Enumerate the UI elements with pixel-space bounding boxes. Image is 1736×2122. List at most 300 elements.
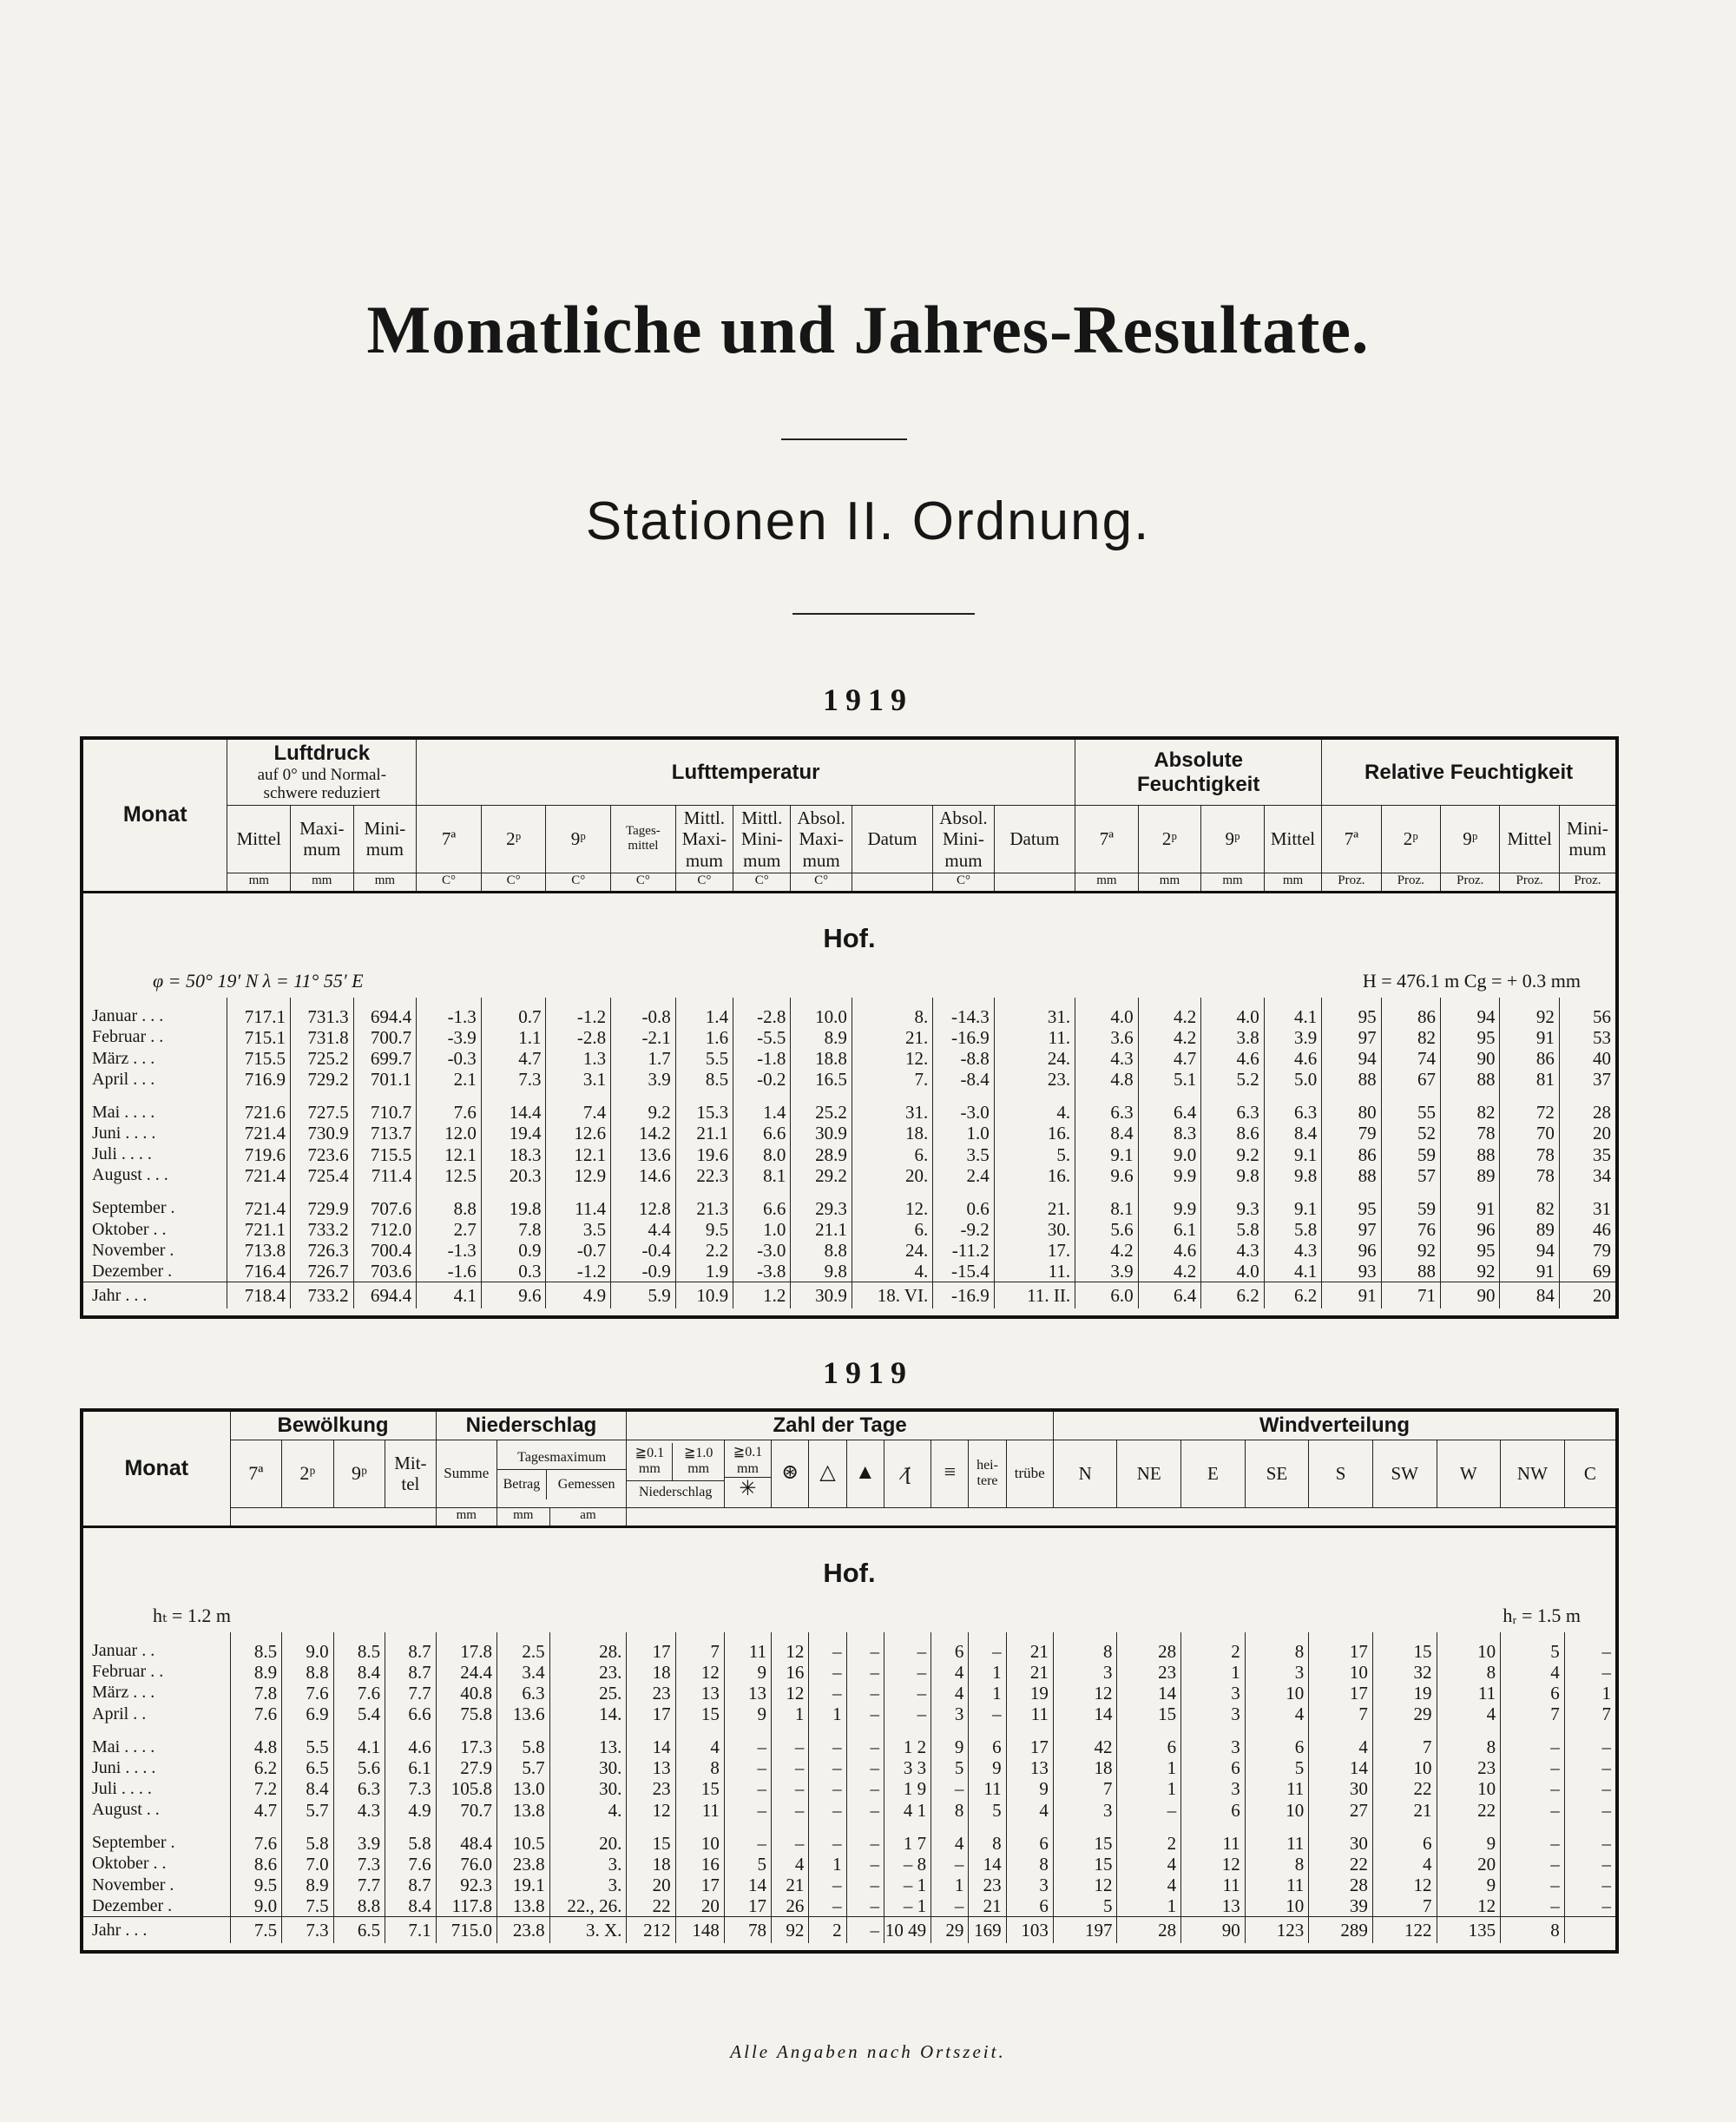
cell: – xyxy=(809,1875,846,1895)
table1-year: 1919 xyxy=(823,682,913,717)
cell: 23. xyxy=(994,1069,1075,1090)
cell: 91 xyxy=(1322,1282,1381,1309)
cell: -11.2 xyxy=(933,1240,995,1261)
station-coords: φ = 50° 19′ N λ = 11° 55′ E xyxy=(153,970,364,992)
unit xyxy=(852,873,932,892)
cell: 9.8 xyxy=(791,1261,852,1282)
cell: 14 xyxy=(969,1854,1006,1875)
cell: 4.8 xyxy=(1075,1069,1139,1090)
month-label: Mai . . . . xyxy=(82,1090,227,1123)
cell: 8.7 xyxy=(385,1662,436,1683)
group-absolute-feuchtigkeit xyxy=(1075,738,1322,806)
cell: -15.4 xyxy=(933,1261,995,1282)
cell: 5.6 xyxy=(333,1757,385,1778)
cell: 10.5 xyxy=(496,1821,549,1854)
cell: 88 xyxy=(1322,1165,1381,1186)
cell: 7.6 xyxy=(417,1090,482,1123)
cell: 86 xyxy=(1381,998,1440,1027)
group-lufttemperatur: Lufttemperatur xyxy=(417,738,1075,806)
cell: 40 xyxy=(1559,1048,1617,1069)
cell: 21.1 xyxy=(791,1219,852,1240)
unit: mm xyxy=(1201,873,1265,892)
cell: 3.9 xyxy=(1075,1261,1139,1282)
cell: 4. xyxy=(994,1090,1075,1123)
cell: 11 xyxy=(1006,1704,1053,1724)
cell: 7.3 xyxy=(333,1854,385,1875)
cell: -16.9 xyxy=(933,1282,995,1309)
cell: 97 xyxy=(1322,1027,1381,1048)
cell: 94 xyxy=(1500,1240,1559,1261)
cell: 3 xyxy=(1181,1778,1246,1799)
cell: 5 xyxy=(724,1854,771,1875)
cell: 13. xyxy=(549,1724,627,1757)
cell: 135 xyxy=(1437,1917,1501,1944)
cell: 21 xyxy=(1006,1662,1053,1683)
cell: 4 xyxy=(1501,1662,1565,1683)
cell: – xyxy=(931,1854,969,1875)
cell: – xyxy=(1501,1800,1565,1821)
cell: 723.6 xyxy=(291,1144,354,1165)
cell: 17.3 xyxy=(436,1724,496,1757)
cell: 1.1 xyxy=(481,1027,546,1048)
cell: 11 xyxy=(1245,1821,1309,1854)
cell: 1 xyxy=(809,1854,846,1875)
col-header: Maxi-mum xyxy=(291,806,354,873)
cell: – xyxy=(809,1821,846,1854)
cell: – xyxy=(1564,1875,1617,1895)
cell: -1.8 xyxy=(733,1048,791,1069)
cell: 13 xyxy=(1006,1757,1053,1778)
unit: mm xyxy=(1264,873,1321,892)
cell: 91 xyxy=(1500,1261,1559,1282)
cell: 707.6 xyxy=(353,1186,417,1219)
cell: 6 xyxy=(1006,1895,1053,1917)
cell: 8.4 xyxy=(385,1895,436,1917)
cell: 5.8 xyxy=(385,1821,436,1854)
cell: 729.9 xyxy=(291,1186,354,1219)
cell: – xyxy=(772,1800,809,1821)
footer-note: Alle Angaben nach Ortszeit. xyxy=(730,2041,1006,2062)
cell: 6.3 xyxy=(1075,1090,1139,1123)
unit: C° xyxy=(417,873,482,892)
col-header: 7ª xyxy=(230,1440,282,1507)
cell: 13 xyxy=(1181,1895,1246,1917)
cell: 70 xyxy=(1500,1123,1559,1143)
cell: 86 xyxy=(1500,1048,1559,1069)
cell: 4 xyxy=(931,1683,969,1704)
cell: 8.0 xyxy=(733,1144,791,1165)
cell: 14.4 xyxy=(481,1090,546,1123)
cell: 1 xyxy=(1117,1778,1181,1799)
cell: 94 xyxy=(1441,998,1500,1027)
cell: 4 xyxy=(675,1724,724,1757)
cell: 89 xyxy=(1500,1219,1559,1240)
month-label: Oktober . . xyxy=(82,1219,227,1240)
cell: 4. xyxy=(549,1800,627,1821)
cell: 30 xyxy=(1309,1778,1373,1799)
cell: 29 xyxy=(1372,1704,1437,1724)
cell: 35 xyxy=(1559,1144,1617,1165)
cell: 23 xyxy=(627,1683,675,1704)
cell: 5 xyxy=(1245,1757,1309,1778)
unit: Proz. xyxy=(1559,873,1617,892)
cell: 105.8 xyxy=(436,1778,496,1799)
cell: 12.0 xyxy=(417,1123,482,1143)
cell: 9 xyxy=(969,1757,1006,1778)
cell: – xyxy=(969,1704,1006,1724)
cell: 28. xyxy=(549,1632,627,1662)
cell: 1.2 xyxy=(733,1282,791,1309)
cell: 21. xyxy=(852,1027,932,1048)
cell: 713.7 xyxy=(353,1123,417,1143)
cell: 726.3 xyxy=(291,1240,354,1261)
cell: 4.3 xyxy=(333,1800,385,1821)
col-header: Mini-mum xyxy=(353,806,417,873)
cell: 4 xyxy=(1006,1800,1053,1821)
cell: -1.6 xyxy=(417,1261,482,1282)
cell xyxy=(1564,1917,1617,1944)
cell: -2.8 xyxy=(546,1027,611,1048)
cell: 29.2 xyxy=(791,1165,852,1186)
unit xyxy=(627,1507,1617,1526)
col-header xyxy=(724,1440,771,1507)
col-header: Absol. Mini-mum xyxy=(933,806,995,873)
cell: 40.8 xyxy=(436,1683,496,1704)
cell: -9.2 xyxy=(933,1219,995,1240)
cell: 7.2 xyxy=(230,1778,282,1799)
cell: 4.1 xyxy=(1264,998,1321,1027)
cell: 169 xyxy=(969,1917,1006,1944)
cell: 8.4 xyxy=(1264,1123,1321,1143)
niederschlag-sub-label: Niederschlag xyxy=(627,1480,724,1504)
cell: 6 xyxy=(1117,1724,1181,1757)
cell: 2.1 xyxy=(417,1069,482,1090)
col-header: Tages-mittel xyxy=(611,806,676,873)
cell: 8.5 xyxy=(230,1632,282,1662)
month-label: Februar . . xyxy=(82,1027,227,1048)
cell: 79 xyxy=(1559,1240,1617,1261)
cell: 8.5 xyxy=(333,1632,385,1662)
unit: C° xyxy=(675,873,733,892)
cell: – xyxy=(846,1821,884,1854)
cell: 30. xyxy=(994,1219,1075,1240)
cell: 289 xyxy=(1309,1917,1373,1944)
col-header: 2ᵖ xyxy=(1381,806,1440,873)
cell: 48.4 xyxy=(436,1821,496,1854)
unit: C° xyxy=(481,873,546,892)
cell: 729.2 xyxy=(291,1069,354,1090)
cell: 7.7 xyxy=(333,1875,385,1895)
cell: 4 xyxy=(772,1854,809,1875)
cell: 19.1 xyxy=(496,1875,549,1895)
cell: 18 xyxy=(1053,1757,1117,1778)
cell: 7.6 xyxy=(230,1821,282,1854)
cell: 5 xyxy=(931,1757,969,1778)
cell: 30.9 xyxy=(791,1123,852,1143)
col-header: Mittel xyxy=(1500,806,1559,873)
cell: 1 xyxy=(1117,1895,1181,1917)
fog-icon: ≡ xyxy=(931,1440,969,1507)
cell: – xyxy=(809,1683,846,1704)
cell: 0.9 xyxy=(481,1240,546,1261)
cell: 4.6 xyxy=(1264,1048,1321,1069)
cell: 18. xyxy=(852,1123,932,1143)
cell: 32 xyxy=(1372,1662,1437,1683)
cell: – xyxy=(772,1724,809,1757)
month-label: Januar . . . xyxy=(82,998,227,1027)
unit: C° xyxy=(733,873,791,892)
cell: 15 xyxy=(675,1704,724,1724)
cell: 721.4 xyxy=(227,1123,291,1143)
cell: – xyxy=(809,1757,846,1778)
cell: 95 xyxy=(1322,998,1381,1027)
cell: – 1 xyxy=(884,1875,930,1895)
cell: 34 xyxy=(1559,1165,1617,1186)
cell: 17 xyxy=(724,1895,771,1917)
cell: – xyxy=(846,1917,884,1944)
cell: – xyxy=(969,1632,1006,1662)
cell: 24. xyxy=(852,1240,932,1261)
cell: 7 xyxy=(1309,1704,1373,1724)
table-row-jahr xyxy=(82,1917,1617,1944)
month-label: August . . . xyxy=(82,1165,227,1186)
cell: – xyxy=(809,1632,846,1662)
cell: 8 xyxy=(1245,1632,1309,1662)
cell: 9.5 xyxy=(230,1875,282,1895)
cell: 80 xyxy=(1322,1090,1381,1123)
cell: 1 9 xyxy=(884,1778,930,1799)
cell: 13.0 xyxy=(496,1778,549,1799)
cell: 23 xyxy=(969,1875,1006,1895)
col-header: 9ᵖ xyxy=(1441,806,1500,873)
cell: 21.3 xyxy=(675,1186,733,1219)
cell: – xyxy=(846,1662,884,1683)
group-windverteilung: Windverteilung xyxy=(1053,1410,1617,1440)
cell: 2 xyxy=(809,1917,846,1944)
table-row xyxy=(82,1683,1617,1704)
cell: 23 xyxy=(627,1778,675,1799)
cell: 12.1 xyxy=(417,1144,482,1165)
cell: 7.6 xyxy=(385,1854,436,1875)
cell: -3.0 xyxy=(933,1090,995,1123)
luftdruck-sub2: schwere reduziert xyxy=(263,784,381,803)
month-label: Juli . . . . xyxy=(82,1144,227,1165)
cell: 3 xyxy=(1181,1683,1246,1704)
cell: 19.4 xyxy=(481,1123,546,1143)
cell: – xyxy=(1501,1724,1565,1757)
cell: 6.4 xyxy=(1138,1282,1201,1309)
cell: 23.8 xyxy=(496,1854,549,1875)
cell: 18 xyxy=(627,1662,675,1683)
cell: 18.8 xyxy=(791,1048,852,1069)
cell: 4.8 xyxy=(230,1724,282,1757)
cell: 6.3 xyxy=(496,1683,549,1704)
cell: 14 xyxy=(627,1724,675,1757)
cell: 197 xyxy=(1053,1917,1117,1944)
cell: – xyxy=(846,1757,884,1778)
cell: 8.3 xyxy=(1138,1123,1201,1143)
cell: 9 xyxy=(724,1704,771,1724)
cell: 694.4 xyxy=(353,998,417,1027)
cell: 6.2 xyxy=(1264,1282,1321,1309)
cell: 71 xyxy=(1381,1282,1440,1309)
cell: 733.2 xyxy=(291,1282,354,1309)
cell: 6 xyxy=(1372,1821,1437,1854)
cell: 7.5 xyxy=(282,1895,334,1917)
cell: 23. xyxy=(549,1662,627,1683)
cell: 8 xyxy=(969,1821,1006,1854)
unit: Proz. xyxy=(1322,873,1381,892)
cell: 88 xyxy=(1441,1144,1500,1165)
cell: 79 xyxy=(1322,1123,1381,1143)
cell: 2 xyxy=(1181,1632,1246,1662)
cell: 7. xyxy=(852,1069,932,1090)
cell: 10.9 xyxy=(675,1282,733,1309)
col-header: E xyxy=(1181,1440,1246,1507)
col-header: 9ᵖ xyxy=(546,806,611,873)
station-hr: hᵣ = 1.5 m xyxy=(1503,1605,1581,1627)
cell: -1.3 xyxy=(417,998,482,1027)
cell: 6. xyxy=(852,1144,932,1165)
cell: 8.9 xyxy=(282,1875,334,1895)
cell: – xyxy=(1564,1632,1617,1662)
cell: 9 xyxy=(1006,1778,1053,1799)
cell: 15.3 xyxy=(675,1090,733,1123)
cell: 18 xyxy=(627,1854,675,1875)
cell: 92 xyxy=(772,1917,809,1944)
month-label: Juni . . . . xyxy=(82,1757,230,1778)
cell: 21 xyxy=(1006,1632,1053,1662)
page-subtitle: Stationen II. Ordnung. xyxy=(585,491,1151,551)
cell: 17 xyxy=(1309,1632,1373,1662)
cell: 10 49 xyxy=(884,1917,930,1944)
cell: 7.3 xyxy=(385,1778,436,1799)
cell: 8.9 xyxy=(791,1027,852,1048)
cell: – xyxy=(846,1854,884,1875)
cell: 5.8 xyxy=(282,1821,334,1854)
cell: 7 xyxy=(1501,1704,1565,1724)
cell: – xyxy=(772,1757,809,1778)
cell: 122 xyxy=(1372,1917,1437,1944)
cell: 22 xyxy=(1309,1854,1373,1875)
cell: 4.1 xyxy=(417,1282,482,1309)
cell: 5 xyxy=(1053,1895,1117,1917)
cell: 7 xyxy=(1372,1895,1437,1917)
cell: 12.5 xyxy=(417,1165,482,1186)
cell: 4 xyxy=(1245,1704,1309,1724)
cell: 22.3 xyxy=(675,1165,733,1186)
cell: 9.0 xyxy=(230,1895,282,1917)
cell: 6.3 xyxy=(1201,1090,1265,1123)
cell: 29 xyxy=(931,1917,969,1944)
cell: 731.3 xyxy=(291,998,354,1027)
unit: am xyxy=(549,1507,627,1526)
cell: 8 xyxy=(1053,1632,1117,1662)
cell: 1 xyxy=(969,1662,1006,1683)
abs-feucht-line1: Absolute xyxy=(1154,748,1243,773)
cell: 4.0 xyxy=(1075,998,1139,1027)
cell: – xyxy=(846,1724,884,1757)
table-row xyxy=(82,1875,1617,1895)
cell: 711.4 xyxy=(353,1165,417,1186)
cell: 6 xyxy=(1501,1683,1565,1704)
cell: – xyxy=(884,1632,930,1662)
cell: – xyxy=(846,1800,884,1821)
cell: -5.5 xyxy=(733,1027,791,1048)
cell: – xyxy=(1501,1821,1565,1854)
col-header: 7ª xyxy=(417,806,482,873)
cell: 5.8 xyxy=(1264,1219,1321,1240)
abs-feucht-line2: Feuchtigkeit xyxy=(1136,772,1260,796)
cell: 4.6 xyxy=(1201,1048,1265,1069)
col-header: SW xyxy=(1372,1440,1437,1507)
month-label: Mai . . . . xyxy=(82,1724,230,1757)
cell: 39 xyxy=(1309,1895,1373,1917)
gemessen-label: Gemessen xyxy=(557,1476,615,1492)
month-label: Dezember . xyxy=(82,1261,227,1282)
cell: 1 xyxy=(809,1704,846,1724)
cell: 21 xyxy=(772,1875,809,1895)
cell: 8.4 xyxy=(1075,1123,1139,1143)
col-header: S xyxy=(1309,1440,1373,1507)
cell: 4.9 xyxy=(546,1282,611,1309)
cell: – xyxy=(884,1683,930,1704)
cell: 12.1 xyxy=(546,1144,611,1165)
unit: C° xyxy=(933,873,995,892)
cell: 11. xyxy=(994,1027,1075,1048)
month-label: April . . . xyxy=(82,1069,227,1090)
cell: 730.9 xyxy=(291,1123,354,1143)
cell: 701.1 xyxy=(353,1069,417,1090)
cell: 7.4 xyxy=(546,1090,611,1123)
cell: 7 xyxy=(1564,1704,1617,1724)
unit: C° xyxy=(611,873,676,892)
col-header: Absol. Maxi-mum xyxy=(791,806,852,873)
cell: -2.8 xyxy=(733,998,791,1027)
cell: 19 xyxy=(1006,1683,1053,1704)
cell: 28.9 xyxy=(791,1144,852,1165)
cell: 1 xyxy=(772,1704,809,1724)
cell: 8 xyxy=(675,1757,724,1778)
cell: 76.0 xyxy=(436,1854,496,1875)
cell: 1.9 xyxy=(675,1261,733,1282)
col-header: Datum xyxy=(852,806,932,873)
col-header: 2ᵖ xyxy=(282,1440,334,1507)
cell: 18. VI. xyxy=(852,1282,932,1309)
cell: 30. xyxy=(549,1757,627,1778)
cell: 24. xyxy=(994,1048,1075,1069)
cell: 9.1 xyxy=(1075,1144,1139,1165)
cell: 5.2 xyxy=(1201,1069,1265,1090)
cell: -3.0 xyxy=(733,1240,791,1261)
cell: 10 xyxy=(1245,1683,1309,1704)
cell: 9.2 xyxy=(611,1090,676,1123)
cell: 721.1 xyxy=(227,1219,291,1240)
month-label: August . . xyxy=(82,1800,230,1821)
cell: 11 xyxy=(724,1632,771,1662)
col-header: 7ª xyxy=(1322,806,1381,873)
cell: 4.0 xyxy=(1201,998,1265,1027)
station-header xyxy=(82,892,1617,998)
cell: 29.3 xyxy=(791,1186,852,1219)
cell: 0.7 xyxy=(481,998,546,1027)
cell: 69 xyxy=(1559,1261,1617,1282)
cell: 16 xyxy=(772,1662,809,1683)
cell: 94 xyxy=(1322,1048,1381,1069)
cell: 12. xyxy=(852,1048,932,1069)
month-label: Dezember . xyxy=(82,1895,230,1917)
cell: 6.2 xyxy=(1201,1282,1265,1309)
